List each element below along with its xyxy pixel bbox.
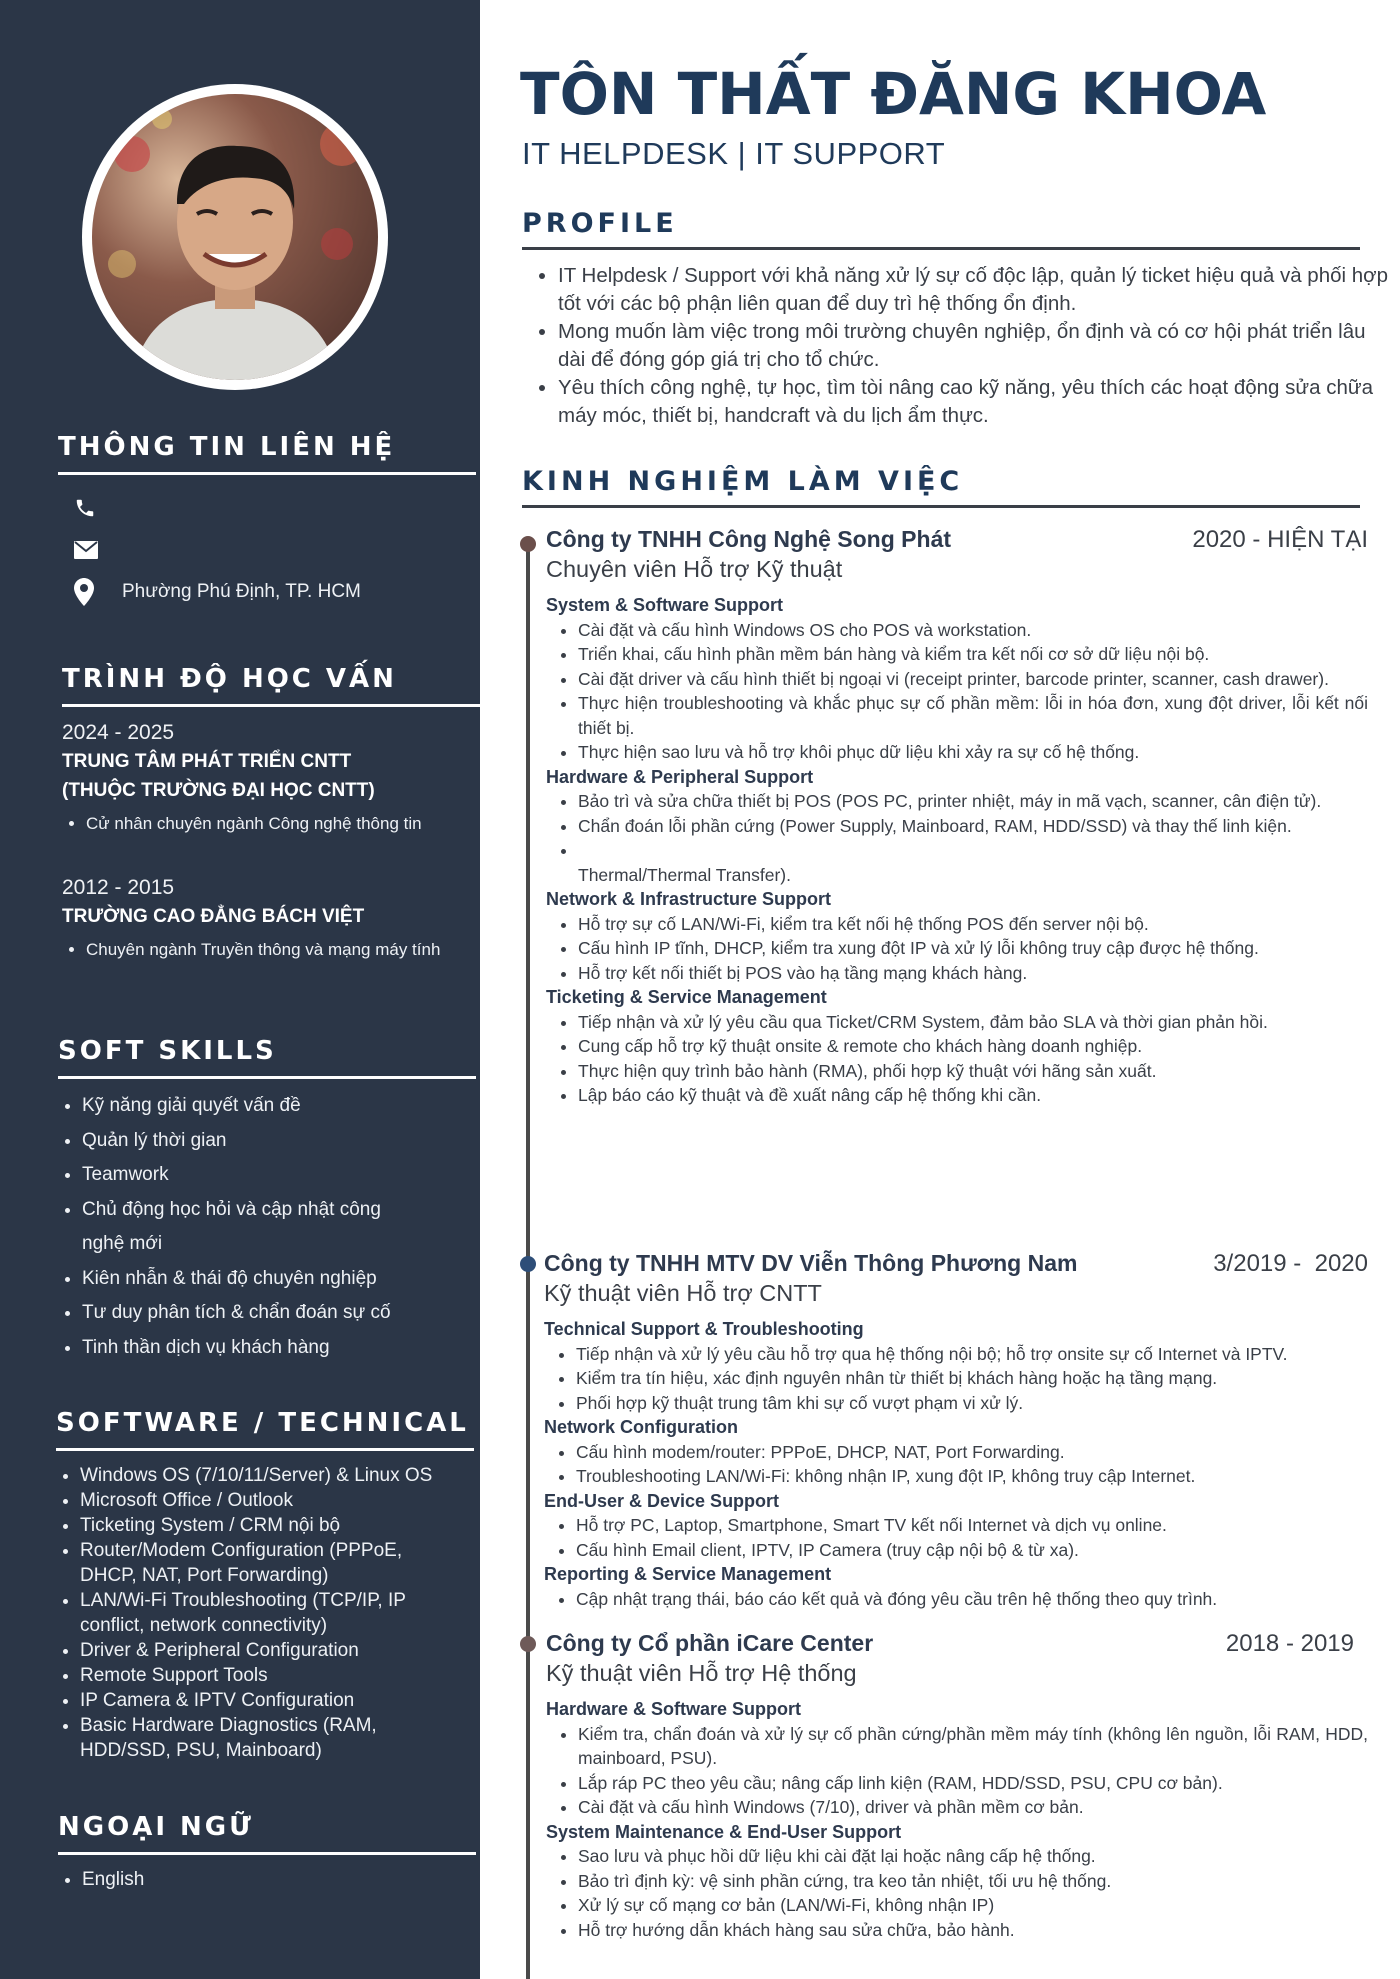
job-entry <box>544 1250 1368 1611</box>
job-period: 2018 - 2019 <box>1225 1630 1354 1657</box>
job-item: • Hỗ trợ sự cố LAN/Wi-Fi, kiểm tra kết nối hệ thống POS đến server nội bộ. <box>578 912 1368 937</box>
job-item: • Cung cấp hỗ trợ kỹ thuật onsite & remote cho khách hàng doanh nghiệp. <box>578 1034 1368 1059</box>
job-item: • Bảo trì và sửa chữa thiết bị POS (POS PC, printer nhiệt, máy in mã vạch, scanner, cân điện tử). <box>578 789 1368 814</box>
job-category: Hardware & Software Support <box>546 1699 802 1719</box>
contact-address <box>58 571 476 613</box>
job-item: • Troubleshooting LAN/Wi-Fi: không nhận IP, xung đột IP, không truy cập Internet. <box>576 1464 1368 1489</box>
experience-heading: KINH NGHIỆM LÀM VIỆC <box>522 466 1360 508</box>
education-school: TRUNG TÂM PHÁT TRIỂN CNTT (THUỘC TRƯỜNG ĐẠI HỌC CNTT) <box>62 751 375 801</box>
language-item: • English <box>82 1867 476 1892</box>
timeline-dot <box>520 1256 536 1272</box>
job-category: Reporting & Service Management <box>544 1564 832 1584</box>
job-entry <box>546 526 1368 1108</box>
timeline-dot <box>520 1636 536 1652</box>
address-value: Phường Phú Định, TP. HCM <box>122 581 361 602</box>
candidate-name: TÔN THẤT ĐĂNG KHOA <box>520 60 1267 128</box>
job-category: Network & Infrastructure Support <box>546 889 832 909</box>
profile-item: • Yêu thích công nghệ, tự học, tìm tòi nâng cao kỹ năng, yêu thích các hoạt động sửa chữa máy móc, thiết bị, handcraft và du lịch ẩm thực. <box>558 374 1398 430</box>
soft-skills-section <box>58 1036 476 1365</box>
phone-icon <box>74 495 110 521</box>
sidebar <box>0 0 480 1979</box>
job-item: • Cài đặt driver và cấu hình thiết bị ngoại vi (receipt printer, barcode printer, scanner, cash drawer). <box>578 667 1368 692</box>
soft-skill-item: • Tinh thần dịch vụ khách hàng <box>82 1331 422 1366</box>
job-item: • Kiểm tra tín hiệu, xác định nguyên nhân từ thiết bị khách hàng hoặc hạ tầng mạng. <box>576 1366 1368 1391</box>
job-item: • Triển khai, cấu hình phần mềm bán hàng và kiểm tra kết nối cơ sở dữ liệu nội bộ. <box>578 642 1368 667</box>
job-item: • Cài đặt và cấu hình Windows (7/10), driver và phần mềm cơ bản. <box>578 1795 1368 1820</box>
profile-heading: PROFILE <box>522 208 1360 250</box>
job-entry <box>546 1630 1368 1942</box>
profile-item: • Mong muốn làm việc trong môi trường chuyên nghiệp, ổn định và có cơ hội phát triển lâu dài để đóng góp giá trị cho tổ chức. <box>558 318 1398 374</box>
job-item: • Bảo trì định kỳ: vệ sinh phần cứng, tra keo tản nhiệt, tối ưu hệ thống. <box>578 1869 1368 1894</box>
soft-skill-item: • Quản lý thời gian <box>82 1124 422 1159</box>
job-category: Technical Support & Troubleshooting <box>544 1319 864 1339</box>
technical-item: • Remote Support Tools <box>80 1663 460 1688</box>
contact-heading: THÔNG TIN LIÊN HỆ <box>58 432 476 475</box>
job-item: • Thermal/Thermal Transfer). <box>578 838 1368 887</box>
candidate-role: IT HELPDESK | IT SUPPORT <box>522 136 946 171</box>
avatar-photo <box>92 94 378 380</box>
contact-phone <box>58 487 476 529</box>
job-position: Kỹ thuật viên Hỗ trợ CNTT <box>544 1280 822 1306</box>
job-item: • Cấu hình IP tĩnh, DHCP, kiểm tra xung đột IP và xử lý lỗi không truy cập được hệ thống. <box>578 936 1368 961</box>
company-name: Công ty TNHH Công Nghệ Song Phát <box>546 526 952 552</box>
job-item: • Hỗ trợ hướng dẫn khách hàng sau sửa chữa, bảo hành. <box>578 1918 1368 1943</box>
education-school: TRƯỜNG CAO ĐẲNG BÁCH VIỆT <box>62 906 365 927</box>
soft-skill-item: • Kiên nhẫn & thái độ chuyên nghiệp <box>82 1262 422 1297</box>
education-detail: • Cử nhân chuyên ngành Công nghệ thông tin <box>86 811 480 836</box>
company-name: Công ty TNHH MTV DV Viễn Thông Phương Nam <box>544 1250 1078 1276</box>
timeline-dot <box>520 536 536 552</box>
contact-section <box>58 432 476 613</box>
location-pin-icon <box>74 579 110 605</box>
email-icon <box>74 537 110 563</box>
job-position: Kỹ thuật viên Hỗ trợ Hệ thống <box>546 1660 857 1686</box>
education-heading: TRÌNH ĐỘ HỌC VẤN <box>62 664 480 707</box>
contact-email <box>58 529 476 571</box>
job-item: • Tiếp nhận và xử lý yêu cầu hỗ trợ qua hệ thống nội bộ; hỗ trợ onsite sự cố Internet và IPTV. <box>576 1342 1368 1367</box>
technical-item: • Driver & Peripheral Configuration <box>80 1638 460 1663</box>
job-position: Chuyên viên Hỗ trợ Kỹ thuật <box>546 556 843 582</box>
profile-list <box>522 262 1398 430</box>
technical-item: • Basic Hardware Diagnostics (RAM, HDD/SSD, PSU, Mainboard) <box>80 1713 460 1763</box>
education-entry <box>62 721 480 836</box>
technical-item: • Ticketing System / CRM nội bộ <box>80 1513 460 1538</box>
job-item: • Cập nhật trạng thái, báo cáo kết quả và đóng yêu cầu trên hệ thống theo quy trình. <box>576 1587 1368 1612</box>
education-years: 2024 - 2025 <box>62 721 175 744</box>
job-item: • Phối hợp kỹ thuật trung tâm khi sự cố vượt phạm vi xử lý. <box>576 1391 1368 1416</box>
job-category: End-User & Device Support <box>544 1490 780 1511</box>
technical-item: • IP Camera & IPTV Configuration <box>80 1688 460 1713</box>
job-category: System & Software Support <box>546 595 784 615</box>
job-item: • Chẩn đoán lỗi phần cứng (Power Supply, Mainboard, RAM, HDD/SSD) và thay thế linh kiện. <box>578 814 1368 839</box>
job-item: • Lắp ráp PC theo yêu cầu; nâng cấp linh kiện (RAM, HDD/SSD, PSU, CPU cơ bản). <box>578 1771 1368 1796</box>
job-item: • Sao lưu và phục hồi dữ liệu khi cài đặt lại hoặc nâng cấp hệ thống. <box>578 1844 1368 1869</box>
technical-item: • LAN/Wi-Fi Troubleshooting (TCP/IP, IP conflict, network connectivity) <box>80 1588 460 1638</box>
job-item: • Hỗ trợ kết nối thiết bị POS vào hạ tầng mạng khách hàng. <box>578 961 1368 986</box>
company-name: Công ty Cổ phần iCare Center <box>546 1630 874 1656</box>
soft-skill-item: • Kỹ năng giải quyết vấn đề <box>82 1089 422 1124</box>
job-item: • Thực hiện sao lưu và hỗ trợ khôi phục dữ liệu khi xảy ra sự cố hệ thống. <box>578 740 1368 765</box>
job-period: 3/2019 - 2020 <box>1213 1250 1368 1277</box>
job-category: Hardware & Peripheral Support <box>546 766 814 787</box>
job-item: • Hỗ trợ PC, Laptop, Smartphone, Smart TV kết nối Internet và dịch vụ online. <box>576 1513 1368 1538</box>
technical-item: • Microsoft Office / Outlook <box>80 1488 460 1513</box>
job-item: • Lập báo cáo kỹ thuật và đề xuất nâng cấp hệ thống khi cần. <box>578 1083 1368 1108</box>
job-item: • Thực hiện quy trình bảo hành (RMA), phối hợp kỹ thuật với hãng sản xuất. <box>578 1059 1368 1084</box>
soft-skill-item: • Chủ động học hỏi và cập nhật công nghệ mới <box>82 1193 422 1262</box>
job-item: • Tiếp nhận và xử lý yêu cầu qua Ticket/CRM System, đảm bảo SLA và thời gian phản hồi. <box>578 1010 1368 1035</box>
education-detail: • Chuyên ngành Truyền thông và mạng máy tính <box>86 937 446 962</box>
job-item: • Thực hiện troubleshooting và khắc phục sự cố phần mềm: lỗi in hóa đơn, xung đột driver, lỗi kết nối thiết bị. <box>578 691 1368 740</box>
avatar <box>92 94 378 380</box>
technical-heading: SOFTWARE / TECHNICAL <box>56 1408 474 1451</box>
education-years: 2012 - 2015 <box>62 876 175 899</box>
job-category: Network Configuration <box>544 1417 738 1437</box>
job-item: • Cấu hình Email client, IPTV, IP Camera (truy cập nội bộ & từ xa). <box>576 1538 1368 1563</box>
job-item: • Kiểm tra, chẩn đoán và xử lý sự cố phần cứng/phần mềm máy tính (không lên nguồn, lỗi RAM, HDD, mainboard, PSU). <box>578 1722 1368 1771</box>
avatar-frame <box>82 84 388 390</box>
education-section <box>62 664 480 962</box>
job-category: Ticketing & Service Management <box>546 987 827 1007</box>
technical-item: • Router/Modem Configuration (PPPoE, DHCP, NAT, Port Forwarding) <box>80 1538 460 1588</box>
job-period: 2020 - HIỆN TẠI <box>1192 526 1368 553</box>
job-item: • Xử lý sự cố mạng cơ bản (LAN/Wi-Fi, không nhận IP) <box>578 1893 1368 1918</box>
job-item: • Cấu hình modem/router: PPPoE, DHCP, NAT, Port Forwarding. <box>576 1440 1368 1465</box>
job-item: • Cài đặt và cấu hình Windows OS cho POS và workstation. <box>578 618 1368 643</box>
languages-section <box>58 1812 476 1892</box>
job-category: System Maintenance & End-User Support <box>546 1821 902 1842</box>
soft-skill-item: • Teamwork <box>82 1158 422 1193</box>
languages-heading: NGOẠI NGỮ <box>58 1812 476 1855</box>
technical-section <box>56 1408 474 1763</box>
profile-item: • IT Helpdesk / Support với khả năng xử lý sự cố độc lập, quản lý ticket hiệu quả và phối hợp tốt với các bộ phận liên quan để duy trì hệ thống ổn định. <box>558 262 1398 318</box>
soft-skill-item: • Tư duy phân tích & chẩn đoán sự cố <box>82 1296 422 1331</box>
soft-skills-heading: SOFT SKILLS <box>58 1036 476 1079</box>
technical-item: • Windows OS (7/10/11/Server) & Linux OS <box>80 1463 460 1488</box>
education-entry <box>62 876 480 962</box>
